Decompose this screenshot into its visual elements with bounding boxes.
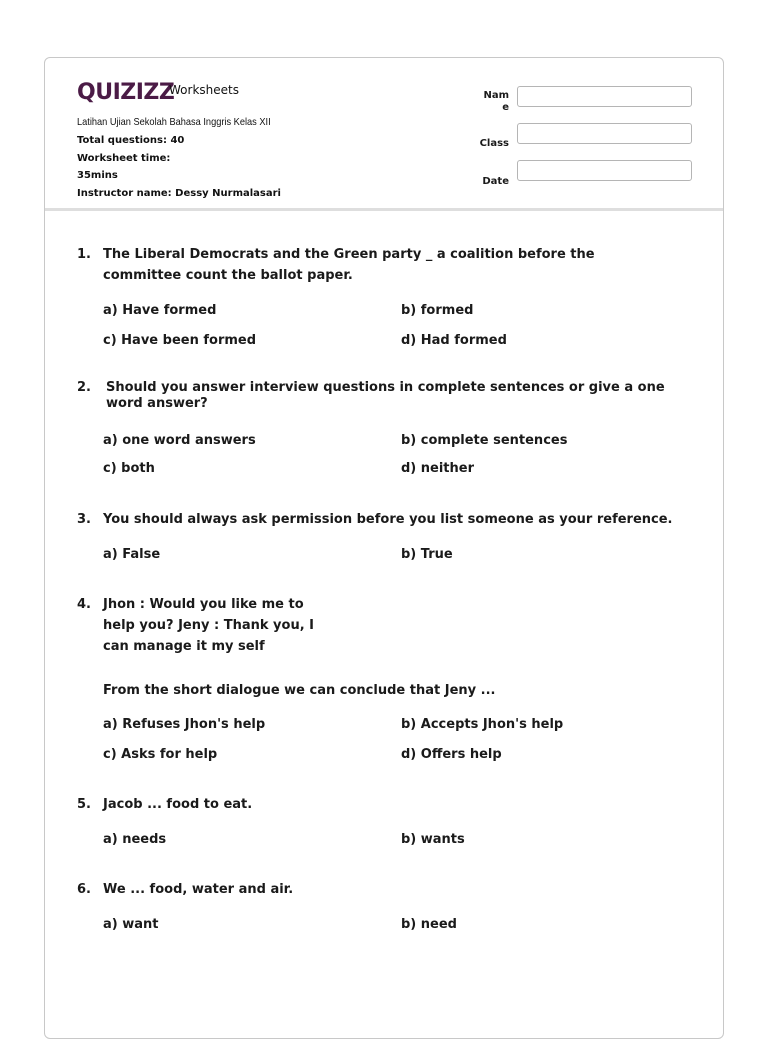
option-b[interactable]: b) Accepts Jhon's help: [401, 717, 564, 732]
class-label: Class: [479, 138, 509, 149]
option-a[interactable]: a) want: [103, 917, 159, 932]
question-prompt: From the short dialogue we can conclude that Jeny ...: [103, 683, 496, 698]
question-number: 5.: [77, 797, 91, 812]
worksheet-time-label: Worksheet time:: [77, 153, 171, 164]
option-c[interactable]: c) both: [103, 461, 155, 476]
worksheet-time-value: 35mins: [77, 170, 118, 181]
question-text: You should always ask permission before you list someone as your reference.: [103, 512, 673, 527]
option-c[interactable]: c) Asks for help: [103, 747, 218, 762]
option-a[interactable]: a) needs: [103, 832, 167, 847]
date-field[interactable]: [517, 160, 692, 181]
total-questions: Total questions: 40: [77, 135, 185, 146]
option-b[interactable]: b) wants: [401, 832, 465, 847]
question-number: 3.: [77, 512, 91, 527]
question-text: Jacob ... food to eat.: [103, 797, 253, 812]
question-number: 2.: [77, 380, 91, 395]
worksheet-header: [45, 58, 723, 211]
option-a[interactable]: a) Have formed: [103, 303, 217, 318]
option-a[interactable]: a) one word answers: [103, 433, 256, 448]
class-field[interactable]: [517, 123, 692, 144]
question-number: 4.: [77, 597, 91, 612]
name-label: Nam e: [483, 90, 509, 113]
question-text: The Liberal Democrats and the Green party _ a coalition before the committee count the ballot paper.: [103, 247, 595, 283]
option-d[interactable]: d) neither: [401, 461, 474, 476]
question-text: We ... food, water and air.: [103, 882, 294, 897]
option-b[interactable]: b) need: [401, 917, 457, 932]
worksheet-page: [44, 57, 724, 1039]
option-b[interactable]: b) complete sentences: [401, 433, 568, 448]
option-d[interactable]: d) Had formed: [401, 333, 507, 348]
option-b[interactable]: b) formed: [401, 303, 474, 318]
logo-subtitle: Worksheets: [169, 83, 239, 97]
instructor-name: Instructor name: Dessy Nurmalasari: [77, 188, 281, 199]
option-b[interactable]: b) True: [401, 547, 453, 562]
option-c[interactable]: c) Have been formed: [103, 333, 257, 348]
question-number: 1.: [77, 247, 91, 262]
date-label: Date: [482, 176, 509, 187]
option-a[interactable]: a) Refuses Jhon's help: [103, 717, 266, 732]
option-d[interactable]: d) Offers help: [401, 747, 502, 762]
name-field[interactable]: [517, 86, 692, 107]
question-text: Jhon : Would you like me to help you? Jeny : Thank you, I can manage it my self: [103, 597, 315, 654]
question-text: Should you answer interview questions in complete sentences or give a one word answer?: [106, 380, 665, 411]
quizizz-logo: QUIZIZZ: [77, 80, 175, 105]
question-number: 6.: [77, 882, 91, 897]
worksheet-title: Latihan Ujian Sekolah Bahasa Inggris Kelas XII: [77, 116, 271, 128]
option-a[interactable]: a) False: [103, 547, 161, 562]
